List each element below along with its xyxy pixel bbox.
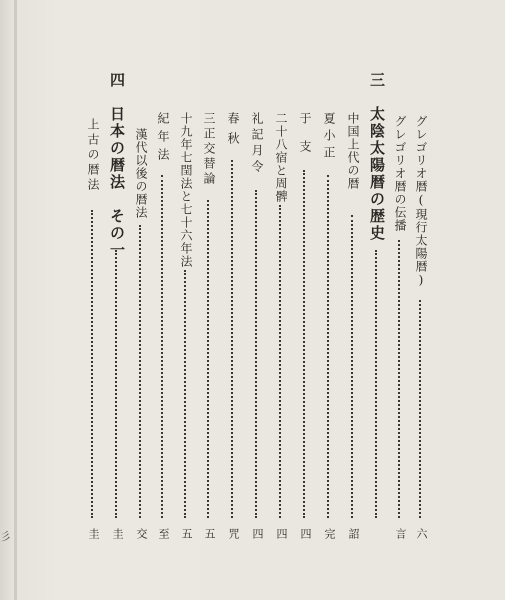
toc-page-number: 四 xyxy=(299,528,312,539)
toc-page-number: 四 xyxy=(275,528,288,539)
toc-leader-dots xyxy=(91,210,93,518)
toc-entry xyxy=(342,0,364,600)
toc-leader-dots xyxy=(375,250,377,518)
toc-entry-title: 礼記月令 xyxy=(250,112,264,176)
toc-chapter-title: 四 日本の暦法 その一 xyxy=(108,72,126,259)
toc-page-number: 四 xyxy=(251,528,264,539)
toc-page-number: 五 xyxy=(203,528,216,539)
toc-entry xyxy=(410,0,432,600)
toc-entry xyxy=(175,0,197,600)
toc-leader-dots xyxy=(139,225,141,518)
toc-chapter-title: 三 太陰太陽暦の歴史 xyxy=(368,72,386,242)
toc-leader-dots xyxy=(255,190,257,518)
toc-leader-dots xyxy=(351,215,353,518)
toc-page-number: 言 xyxy=(394,528,407,539)
toc-page-number: 圭 xyxy=(87,528,100,539)
toc-chapter xyxy=(366,0,388,600)
toc-entry xyxy=(318,0,340,600)
toc-page-number: 交 xyxy=(135,528,148,539)
toc-entry-title: 中国上代の暦 xyxy=(346,112,360,190)
toc-entry-title: 二十八宿と周髀 xyxy=(274,112,288,203)
toc-entry xyxy=(152,0,174,600)
toc-leader-dots xyxy=(303,170,305,518)
toc-entry-title: 于支 xyxy=(298,112,312,168)
toc-page-number: 五 xyxy=(180,528,193,539)
toc-entry-title: 上古の暦法 xyxy=(86,118,100,193)
toc-entry-title: 三正交替論 xyxy=(202,112,216,187)
toc-entry xyxy=(82,0,104,600)
edge-page-number: 彡 xyxy=(0,530,11,543)
toc-leader-dots xyxy=(231,160,233,518)
toc-entry-title: 春秋 xyxy=(226,112,240,152)
toc-entry-title: グレゴリオ暦の伝播 xyxy=(393,115,407,232)
toc-entry xyxy=(222,0,244,600)
toc-entry-title: グレゴリオ暦(現行太陽暦) xyxy=(414,115,428,288)
toc-leader-dots xyxy=(207,200,209,518)
toc-entry-title: 夏小正 xyxy=(322,112,336,163)
toc-entry xyxy=(389,0,411,600)
toc-chapter xyxy=(106,0,128,600)
toc-page-number: 至 xyxy=(157,528,170,539)
toc-leader-dots xyxy=(161,175,163,518)
toc-page-number: 六 xyxy=(415,528,428,539)
toc-entry xyxy=(198,0,220,600)
toc-entry xyxy=(294,0,316,600)
toc-leader-dots xyxy=(279,205,281,518)
toc-entry xyxy=(246,0,268,600)
toc-entry-title: 十九年七閏法と七十六年法 xyxy=(179,112,193,268)
toc-leader-dots xyxy=(184,270,186,518)
toc-entry xyxy=(130,0,152,600)
toc-leader-dots xyxy=(115,250,117,518)
toc-entry-title: 紀年法 xyxy=(156,112,170,166)
toc-page-number: 咒 xyxy=(227,528,240,539)
toc-leader-dots xyxy=(398,240,400,518)
page-gutter xyxy=(14,0,17,600)
toc-entry xyxy=(270,0,292,600)
toc-leader-dots xyxy=(327,175,329,518)
toc-page-number: 完 xyxy=(323,528,336,539)
toc-page-number: 詔 xyxy=(347,528,360,539)
toc-leader-dots xyxy=(419,300,421,518)
toc-page-number: 圭 xyxy=(111,528,124,539)
toc-entry-title: 漢代以後の暦法 xyxy=(134,128,148,219)
